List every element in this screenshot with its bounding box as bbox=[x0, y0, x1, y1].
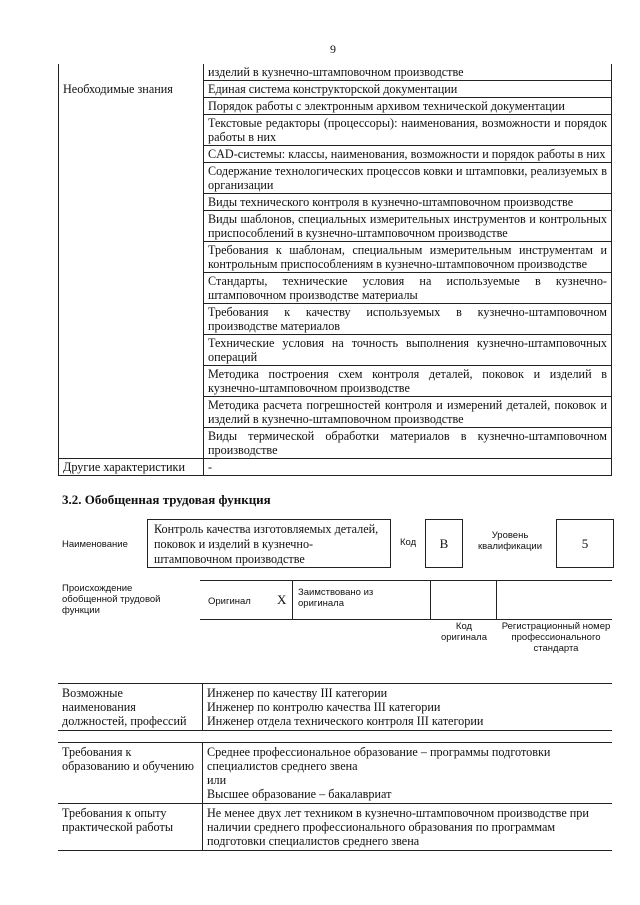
education-line: или bbox=[207, 773, 227, 787]
code-caption: Код оригинала bbox=[440, 621, 487, 643]
position-item: Инженер по контролю качества III категории bbox=[207, 700, 441, 714]
other-label: Другие характеристики bbox=[59, 459, 204, 476]
borrowed-label: Заимствовано из оригинала bbox=[298, 587, 374, 609]
positions-table bbox=[58, 683, 612, 731]
level-label: Уровень квалификации bbox=[477, 530, 543, 552]
knowledge-item: Стандарты, технические условия на используемые в кузнечно-штамповочном производстве материалы bbox=[204, 273, 612, 304]
knowledge-top-cont: изделий в кузнечно-штамповочном производстве bbox=[204, 64, 612, 81]
level-value: 5 bbox=[556, 519, 614, 568]
knowledge-item: Порядок работы с электронным архивом технической документации bbox=[204, 98, 612, 115]
position-item: Инженер отдела технического контроля III категории bbox=[207, 714, 484, 728]
position-item: Инженер по качеству III категории bbox=[207, 686, 388, 700]
knowledge-item: Требования к шаблонам, специальным измерительным инструментам и контрольным приспособлениям в кузнечно-штамповочном производстве bbox=[204, 242, 612, 273]
education-line: Высшее образование – бакалавриат bbox=[207, 787, 392, 801]
knowledge-item: Виды технического контроля в кузнечно-штамповочном производстве bbox=[204, 194, 612, 211]
other-value: - bbox=[204, 459, 612, 476]
code-value: B bbox=[425, 519, 463, 568]
education-line: Среднее профессиональное образование – программы подготовки специалистов среднего звена bbox=[207, 745, 551, 773]
knowledge-item: Содержание технологических процессов ковки и штамповки, реализуемых в организации bbox=[204, 163, 612, 194]
knowledge-item: Технические условия на точность выполнения кузнечно-штамповочных операций bbox=[204, 335, 612, 366]
origin-row bbox=[200, 580, 612, 620]
experience-value: Не менее двух лет техником в кузнечно-штамповочном производстве при наличии среднего профессионального образования по программам подготовки специалистов среднего звена bbox=[203, 804, 613, 851]
name-value-box bbox=[147, 519, 391, 568]
positions-list bbox=[203, 684, 613, 731]
experience-label: Требования к опыту практической работы bbox=[58, 804, 203, 851]
reg-caption: Регистрационный номер профессионального стандарта bbox=[501, 621, 611, 654]
page-number: 9 bbox=[330, 42, 336, 56]
knowledge-item: Текстовые редакторы (процессоры): наименования, возможности и порядок работы в них bbox=[204, 115, 612, 146]
knowledge-item: Виды термической обработки материалов в кузнечно-штамповочном производстве bbox=[204, 428, 612, 459]
knowledge-item: CAD-системы: классы, наименования, возможности и порядок работы в них bbox=[204, 146, 612, 163]
name-label: Наименование bbox=[62, 539, 128, 550]
origin-label: Происхождение обобщенной трудовой функции bbox=[62, 583, 161, 616]
knowledge-item: Методика расчета погрешностей контроля и измерений деталей, поковок и изделий в кузнечно-штамповочном производстве bbox=[204, 397, 612, 428]
knowledge-item: Методика построения схем контроля деталей, поковок и изделий в кузнечно-штамповочном производстве bbox=[204, 366, 612, 397]
requirements-table bbox=[58, 742, 612, 851]
name-value: Контроль качества изготовляемых деталей, поковок и изделий в кузнечно-штамповочном производстве bbox=[154, 522, 379, 566]
positions-label: Возможные наименования должностей, профессий bbox=[58, 684, 203, 731]
education-label: Требования к образованию и обучению bbox=[58, 743, 203, 804]
original-mark: X bbox=[277, 592, 287, 607]
knowledge-item: Виды шаблонов, специальных измерительных инструментов и контрольных приспособлений в кузнечно-штамповочном производстве bbox=[204, 211, 612, 242]
knowledge-item: Требования к качеству используемых в кузнечно-штамповочном производстве материалов bbox=[204, 304, 612, 335]
knowledge-item: Единая система конструкторской документации bbox=[204, 81, 612, 98]
original-label: Оригинал bbox=[208, 596, 251, 607]
knowledge-section-label: Необходимые знания bbox=[59, 81, 204, 98]
code-label: Код bbox=[400, 537, 417, 548]
knowledge-table bbox=[58, 64, 612, 476]
education-value bbox=[203, 743, 613, 804]
section-title: 3.2. Обобщенная трудовая функция bbox=[62, 492, 271, 507]
